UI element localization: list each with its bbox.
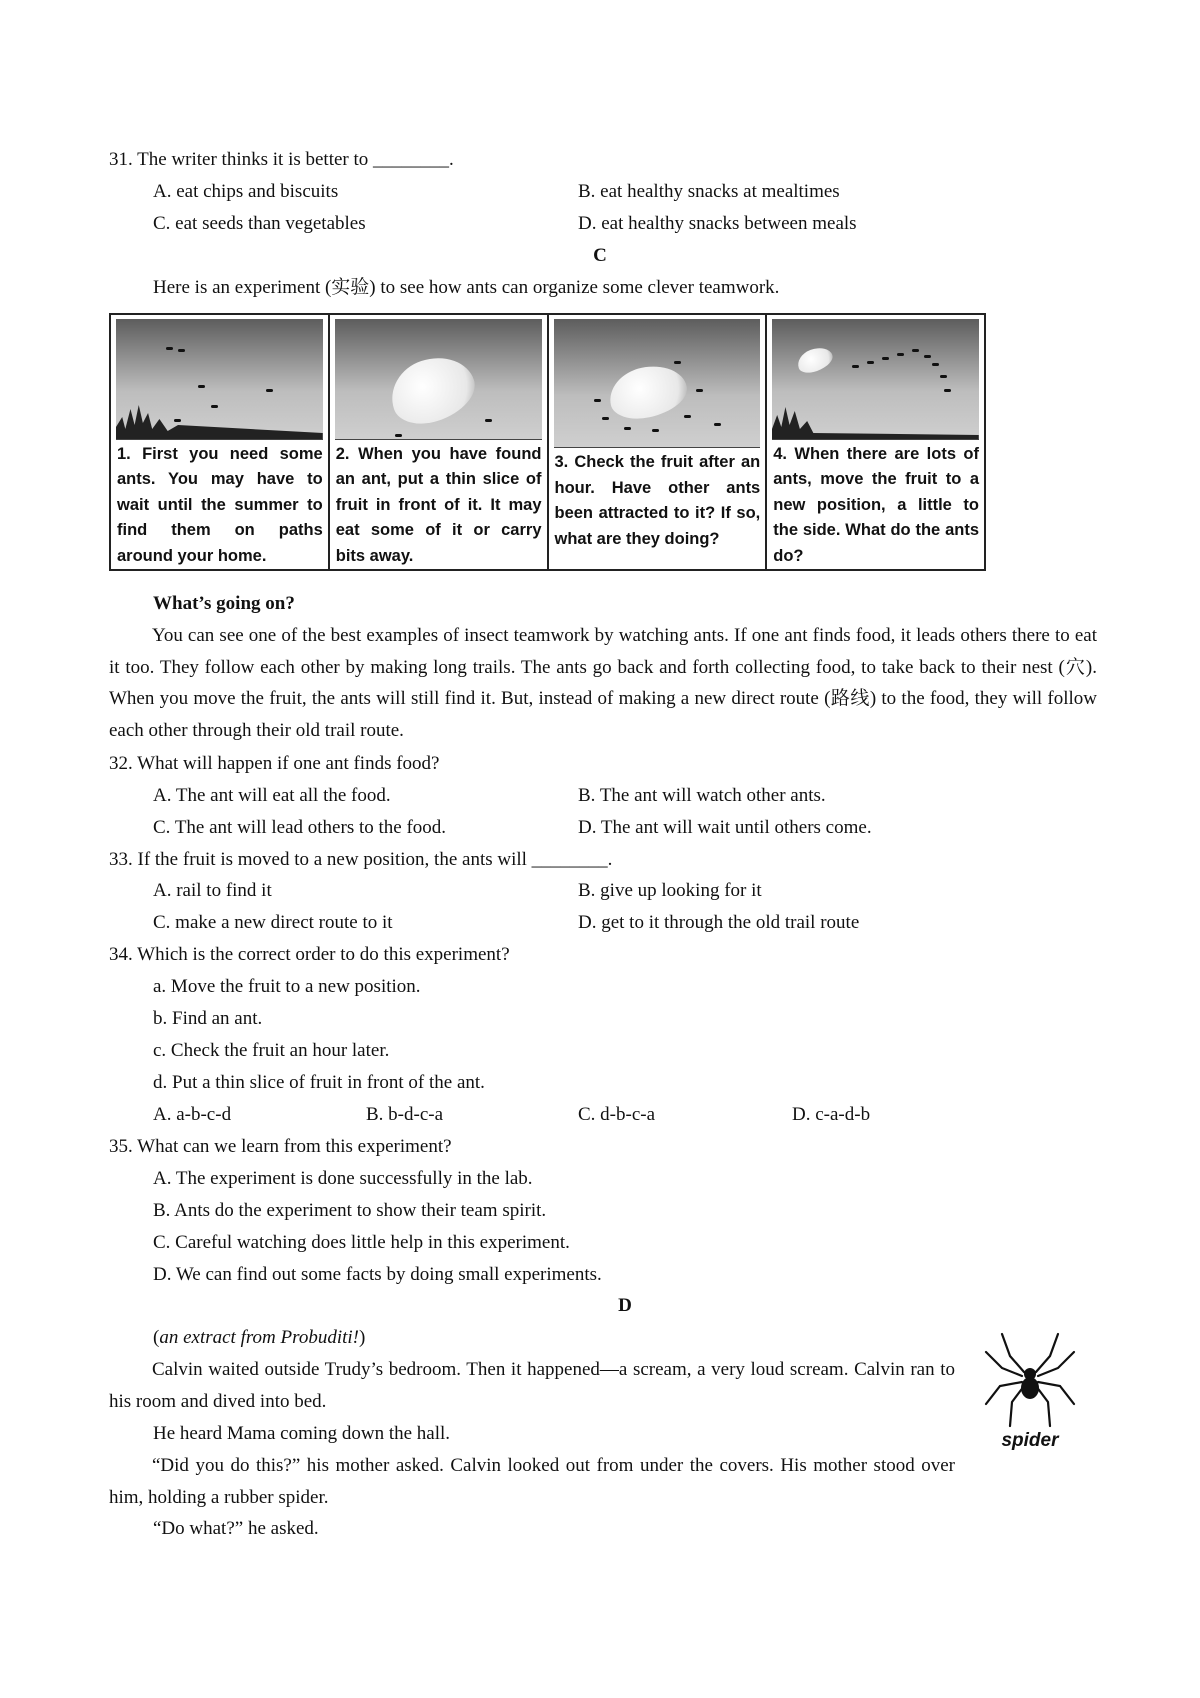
panel-1-caption: 1. First you need some ants. You may have to wait until the summer to find them on paths around your home. — [117, 444, 323, 565]
section-c-paragraph: You can see one of the best examples of insect teamwork by watching ants. If one ant finds food, it leads others there to eat it too. They follow each other by making long trails. The ants go back and forth collecting food, to take back to their nest (穴). When you move the fruit, the ants will still find it. But, instead of making a new direct route (路线) to the food, they will follow each other through their old trail route. — [109, 625, 1097, 741]
panel-3-illustration — [554, 319, 761, 448]
q35-option-c: C. Careful watching does little help in this experiment. — [153, 1232, 570, 1253]
section-d-paragraph-1: Calvin waited outside Trudy’s bedroom. Then it happened—a scream, a very loud scream. Calvin ran to his room and dived into bed. — [109, 1359, 955, 1412]
comic-panel-2 — [330, 315, 549, 569]
q34-stem: 34. Which is the correct order to do this experiment? — [109, 944, 510, 965]
q33-option-d: D. get to it through the old trail route — [578, 912, 860, 933]
q31-option-c: C. eat seeds than vegetables — [153, 213, 366, 234]
panel-4-caption: 4. When there are lots of ants, move the fruit to a new position, a little to the side. What do the ants do? — [773, 444, 979, 565]
q33-option-b: B. give up looking for it — [578, 880, 762, 901]
comic-panel-1 — [111, 315, 330, 569]
q32-option-c: C. The ant will lead others to the food. — [153, 817, 447, 838]
q34-option-a: A. a-b-c-d — [153, 1104, 232, 1125]
q35-stem: 35. What can we learn from this experiment? — [109, 1136, 452, 1157]
section-d-paragraph-2: He heard Mama coming down the hall. — [153, 1423, 451, 1444]
section-d-letter: D — [618, 1295, 632, 1316]
q32-stem: 32. What will happen if one ant finds food? — [109, 753, 440, 774]
q34-step-b: b. Find an ant. — [153, 1008, 263, 1029]
section-c-intro: Here is an experiment (实验) to see how ants can organize some clever teamwork. — [153, 277, 780, 298]
spider-label: spider — [1001, 1430, 1059, 1451]
comic-panel-4 — [767, 315, 984, 569]
q34-step-d: d. Put a thin slice of fruit in front of the ant. — [153, 1072, 485, 1093]
panel-4-illustration — [772, 319, 979, 440]
section-d-paragraph-3: “Did you do this?” his mother asked. Calvin looked out from under the covers. His mother stood over him, holding a rubber spider. — [109, 1455, 955, 1508]
q32-option-a: A. The ant will eat all the food. — [153, 785, 391, 806]
section-d-source: (an extract from Probuditi!) — [153, 1327, 366, 1348]
q34-step-a: a. Move the fruit to a new position. — [153, 976, 421, 997]
q34-step-c: c. Check the fruit an hour later. — [153, 1040, 390, 1061]
q31-option-d: D. eat healthy snacks between meals — [578, 213, 857, 234]
q31-option-a: A. eat chips and biscuits — [153, 181, 339, 202]
q33-option-a: A. rail to find it — [153, 880, 272, 901]
experiment-comic-strip — [109, 313, 986, 571]
q33-stem: 33. If the fruit is moved to a new position, the ants will ________. — [109, 849, 613, 870]
spider-icon — [980, 1328, 1080, 1428]
q35-option-a: A. The experiment is done successfully in the lab. — [153, 1168, 533, 1189]
q32-option-d: D. The ant will wait until others come. — [578, 817, 872, 838]
panel-3-caption: 3. Check the fruit after an hour. Have other ants been attracted to it? If so, what are they doing? — [554, 453, 761, 548]
section-d-paragraph-4: “Do what?” he asked. — [153, 1518, 319, 1539]
section-c-heading: What’s going on? — [153, 593, 295, 614]
q35-option-d: D. We can find out some facts by doing small experiments. — [153, 1264, 602, 1285]
q34-option-d: D. c-a-d-b — [792, 1104, 871, 1125]
q31-stem: 31. The writer thinks it is better to ________. — [109, 149, 454, 170]
panel-1-illustration — [116, 319, 323, 440]
panel-2-caption: 2. When you have found an ant, put a thin slice of fruit in front of it. It may eat some of it or carry bits away. — [335, 444, 542, 565]
spider-illustration — [980, 1328, 1080, 1453]
q32-option-b: B. The ant will watch other ants. — [578, 785, 826, 806]
q34-option-b: B. b-d-c-a — [366, 1104, 444, 1125]
panel-2-illustration — [335, 319, 542, 440]
comic-panel-3 — [549, 315, 768, 569]
section-c-letter: C — [593, 245, 607, 266]
q34-option-c: C. d-b-c-a — [578, 1104, 656, 1125]
q33-option-c: C. make a new direct route to it — [153, 912, 393, 933]
q31-option-b: B. eat healthy snacks at mealtimes — [578, 181, 840, 202]
q35-option-b: B. Ants do the experiment to show their team spirit. — [153, 1200, 547, 1221]
